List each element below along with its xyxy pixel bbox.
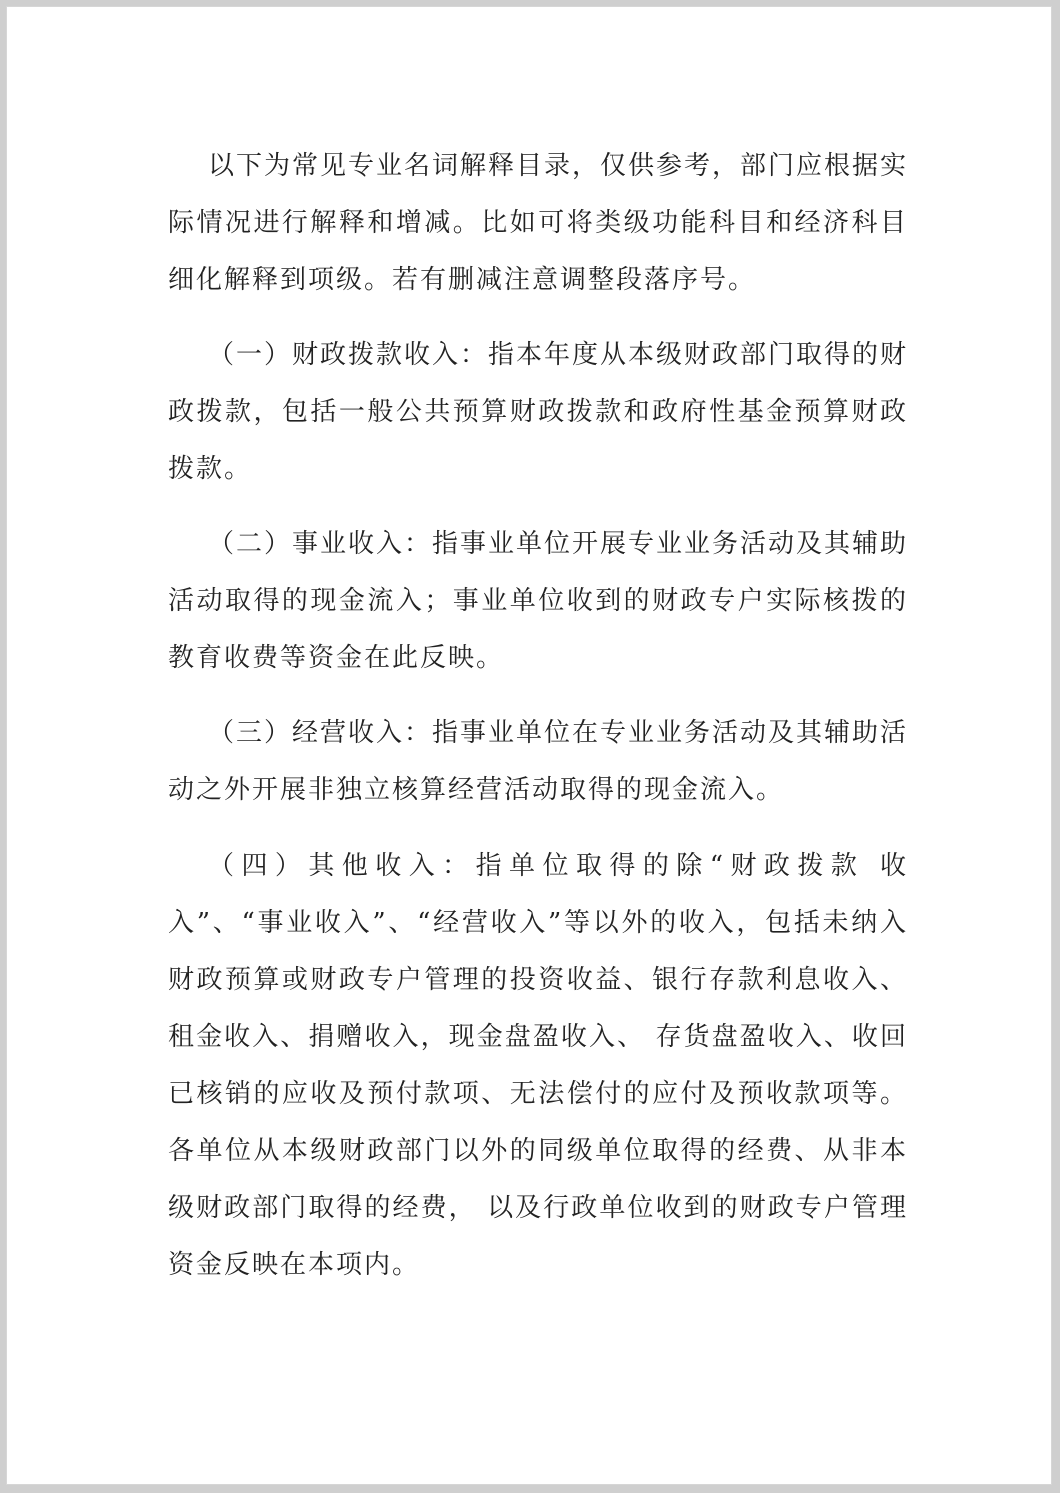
paragraph-fiscal-appropriation-income: （一）财政拨款收入：指本年度从本级财政部门取得的财政拨款，包括一般公共预算财政拨款和政府性基金预算财政拨款。	[168, 340, 909, 484]
paragraph-business-income: （二）事业收入：指事业单位开展专业业务活动及其辅助活动取得的现金流入；事业单位收到的财政专户实际核拨的教育收费等资金在此反映。	[168, 529, 909, 673]
paragraph-other-income: （四）其他收入：指单位取得的除“财政拨款 收入”、“事业收入”、“经营收入”等以外的收入，包括未纳入财政预算或财政专户管理的投资收益、银行存款利息收入、租金收入、捐赠收入，现金盘盈收入、 存货盘盈收入、收回已核销的应收及预付款项、无法偿付的应付及预收款项等。各单位从本级财政部门以外的同级单位取得的经费、从非本级财政部门取得的经费， 以及行政单位收到的财政专户管理资金反映在本项内。	[168, 851, 908, 1280]
intro-paragraph: 以下为常见专业名词解释目录，仅供参考，部门应根据实际情况进行解释和增减。比如可将类级功能科目和经济科目细化解释到项级。若有删减注意调整段落序号。	[168, 151, 909, 295]
document-page	[6, 6, 1052, 1485]
paragraph-operating-income: （三）经营收入：指事业单位在专业业务活动及其辅助活动之外开展非独立核算经营活动取得的现金流入。	[168, 718, 909, 805]
